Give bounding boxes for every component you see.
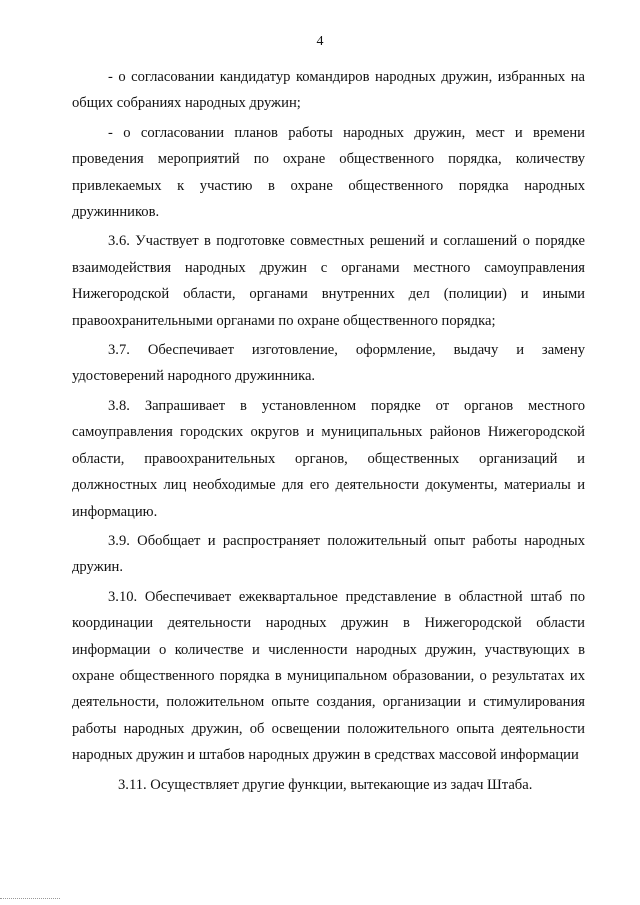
scan-edge-mark xyxy=(0,898,60,905)
paragraph-3-8: 3.8. Запрашивает в установленном порядке от органов местного самоуправления городских округов и муниципальных районов Нижегородской области, правоохранительных органов, общественных организаций и должностных лиц необходимые для его деятельности документы, материалы и информацию. xyxy=(72,397,585,520)
paragraph-sub-item-2: - о согласовании планов работы народных дружин, мест и времени проведения мероприятий по охране общественного порядка, количеству привлекаемых к участию в охране общественного порядка народных дружинников. xyxy=(72,124,585,221)
paragraph-sub-item-1: - о согласовании кандидатур командиров народных дружин, избранных на общих собраниях народных дружин; xyxy=(72,69,585,112)
paragraph-3-11: 3.11. Осуществляет другие функции, вытекающие из задач Штаба. xyxy=(118,776,533,793)
document-body xyxy=(72,64,585,801)
paragraph-3-6: 3.6. Участвует в подготовке совместных решений и соглашений о порядке взаимодействия народных дружин с органами местного самоуправления Нижегородской области, органами внутренних дел (полиции) и иными правоохранительными органами по охране общественного порядка; xyxy=(72,233,585,329)
page-number: 4 xyxy=(316,34,324,49)
paragraph-3-7: 3.7. Обеспечивает изготовление, оформление, выдачу и замену удостоверений народного дружинника. xyxy=(72,342,585,385)
paragraph-3-9: 3.9. Обобщает и распространяет положительный опыт работы народных дружин. xyxy=(72,532,585,576)
paragraph-3-10: 3.10. Обеспечивает ежеквартальное представление в областной штаб по координации деятельности народных дружин в Нижегородской области информации о количестве и численности народных дружин, участвующих в охране общественного порядка в муниципальном образовании, о результатах их деятельности, положительном опыте создания, организации и стимулирования работы народных дружин, об освещении положительного опыта деятельности народных дружин и штабов народных дружин в средствах массовой информации xyxy=(72,588,585,764)
